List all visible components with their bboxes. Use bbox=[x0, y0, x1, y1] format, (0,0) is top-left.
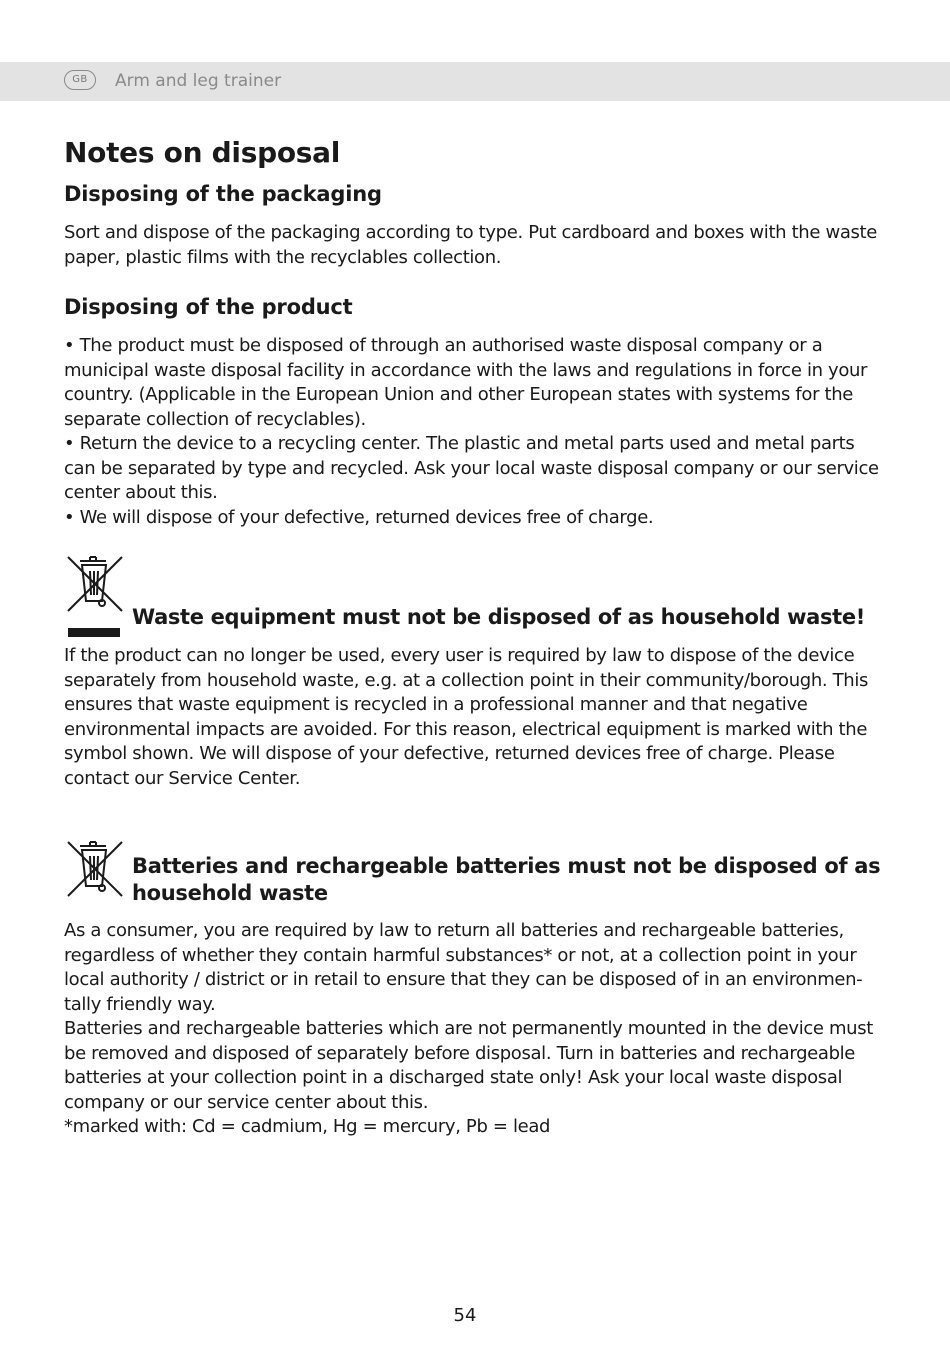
crossed-out-wheelie-bin-icon bbox=[64, 553, 126, 641]
language-badge: GB bbox=[64, 70, 96, 90]
batteries-heading-block bbox=[132, 853, 887, 907]
batteries-text-block bbox=[64, 919, 889, 1140]
packaging-heading-block bbox=[64, 181, 889, 207]
battery-symbol bbox=[64, 838, 126, 904]
weee-symbol bbox=[64, 553, 126, 645]
batteries-heading: Batteries and rechargeable batteries must not be disposed of as household waste bbox=[132, 854, 881, 905]
page-title: Notes on disposal bbox=[64, 136, 341, 169]
waste-equipment-text: If the product can no longer be used, every user is required by law to dispose of the device separately from household waste, e.g. at a collection point in their community/borough. This ensures that waste equipment is recycled in a professional manner and that negative environmental impacts are avoided. For this reason, electrical equipment is marked with the symbol shown. We will dispose of your defective, returned devices free of charge. Please contact our Service Center. bbox=[64, 645, 869, 789]
page-number: 54 bbox=[453, 1305, 477, 1326]
product-bullet-list bbox=[64, 334, 889, 530]
packaging-text: Sort and dispose of the packaging according to type. Put cardboard and boxes with the waste paper, plastic films with the recyclables collection. bbox=[64, 222, 877, 268]
waste-equipment-text-block bbox=[64, 644, 889, 791]
crossed-out-wheelie-bin-icon bbox=[64, 838, 126, 900]
waste-equipment-heading-block bbox=[132, 604, 892, 630]
batteries-paragraph-1: As a consumer, you are required by law to return all batteries and rechargeable batteries, regardless of whether they contain harmful substances* or not, at a collection point in your local authority / district or in retail to ensure that they can be disposed of in an environmen-tally friendly way. bbox=[64, 920, 863, 1015]
product-bullet-1: • The product must be disposed of through an authorised waste disposal company or a municipal waste disposal facility in accordance with the laws and regulations in force in your country. (Applicable in the European Union and other European states with systems for the separate collection of recyclables). bbox=[64, 335, 868, 430]
packaging-heading: Disposing of the packaging bbox=[64, 182, 382, 206]
page-title-block bbox=[64, 136, 889, 170]
batteries-footnote: *marked with: Cd = cadmium, Hg = mercury, Pb = lead bbox=[64, 1116, 551, 1137]
header-title: Arm and leg trainer bbox=[115, 71, 282, 91]
packaging-text-block bbox=[64, 221, 889, 270]
waste-equipment-heading: Waste equipment must not be disposed of as household waste! bbox=[132, 605, 865, 629]
product-heading-block bbox=[64, 294, 889, 320]
product-bullet-3: • We will dispose of your defective, returned devices free of charge. bbox=[64, 506, 654, 528]
product-bullet-2: • Return the device to a recycling center. The plastic and metal parts used and metal parts can be separated by type and recycled. Ask your local waste disposal company or our service center about this. bbox=[64, 433, 879, 503]
batteries-paragraph-2: Batteries and rechargeable batteries which are not permanently mounted in the device must be removed and disposed of separately before disposal. Turn in batteries and rechargeable batteries at your collection point in a discharged state only! Ask your local waste disposal company or our service center about this. bbox=[64, 1018, 873, 1113]
product-heading: Disposing of the product bbox=[64, 295, 353, 319]
